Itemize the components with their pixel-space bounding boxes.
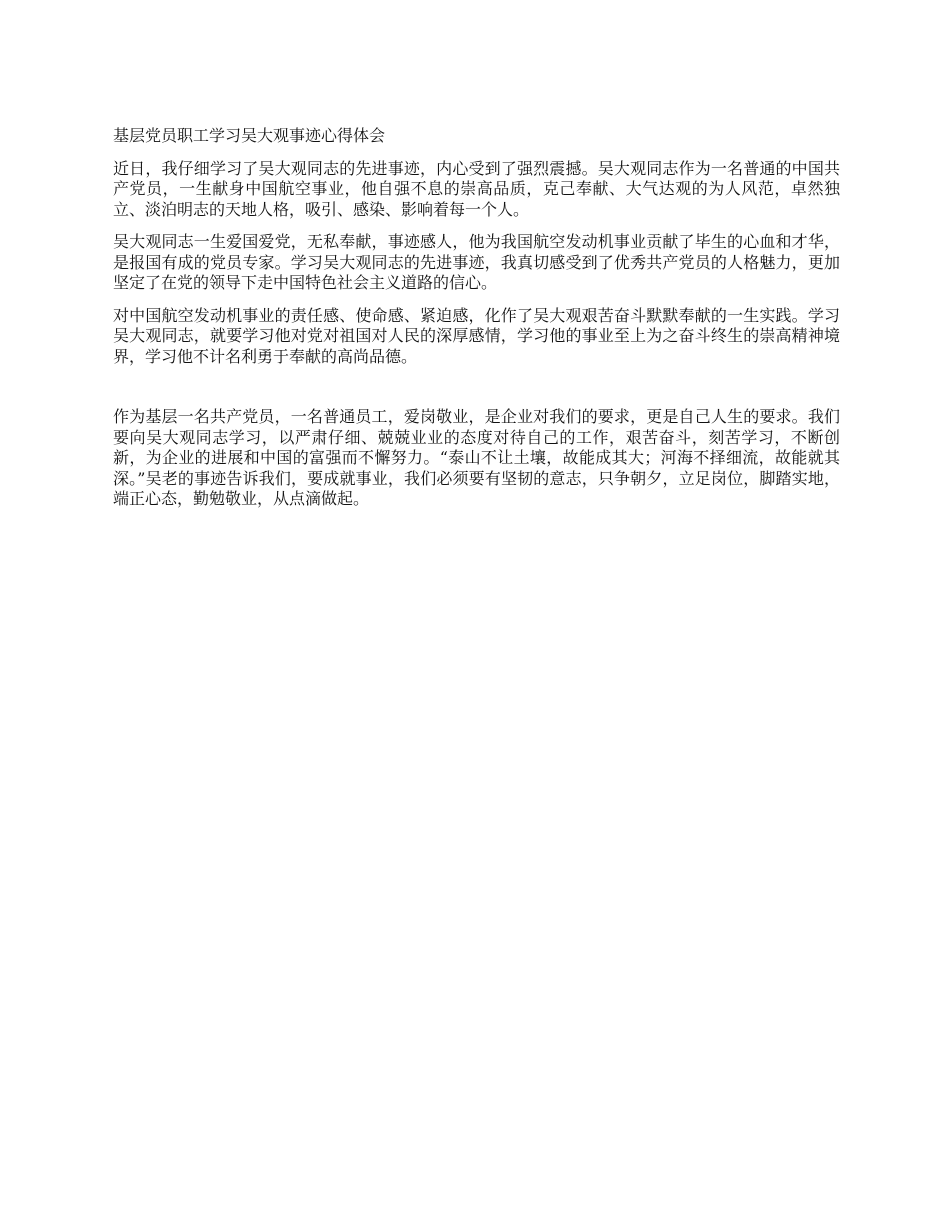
paragraph-2: 吴大观同志一生爱国爱党，无私奉献，事迹感人，他为我国航空发动机事业贡献了毕生的心血和才华，是报国有成的党员专家。学习吴大观同志的先进事迹，我真切感受到了优秀共产党员的人格魅力，更加坚定了在党的领导下走中国特色社会主义道路的信心。 [113,232,840,292]
document-body [113,126,840,522]
paragraph-4: 作为基层一名共产党员，一名普通员工，爱岗敬业，是企业对我们的要求，更是自己人生的要求。我们要向吴大观同志学习，以严肃仔细、兢兢业业的态度对待自己的工作，艰苦奋斗，刻苦学习，不断创新，为企业的进展和中国的富强而不懈努力。“泰山不让土壤，故能成其大；河海不择细流，故能就其深。”吴老的事迹告诉我们，要成就事业，我们必须要有坚韧的意志，只争朝夕，立足岗位，脚踏实地，端正心态，勤勉敬业，从点滴做起。 [113,407,840,508]
document-title: 基层党员职工学习吴大观事迹心得体会 [113,126,386,145]
paragraph-spacer [113,379,840,407]
paragraph-3: 对中国航空发动机事业的责任感、使命感、紧迫感，化作了吴大观艰苦奋斗默默奉献的一生实践。学习吴大观同志，就要学习他对党对祖国对人民的深厚感情，学习他的事业至上为之奋斗终生的崇高精神境界，学习他不计名利勇于奉献的高尚品德。 [113,305,840,366]
paragraph-1: 近日，我仔细学习了吴大观同志的先进事迹，内心受到了强烈震撼。吴大观同志作为一名普通的中国共产党员，一生献身中国航空事业，他自强不息的崇高品质，克己奉献、大气达观的为人风范，卓然独立、淡泊明志的天地人格，吸引、感染、影响着每一个人。 [113,158,840,219]
